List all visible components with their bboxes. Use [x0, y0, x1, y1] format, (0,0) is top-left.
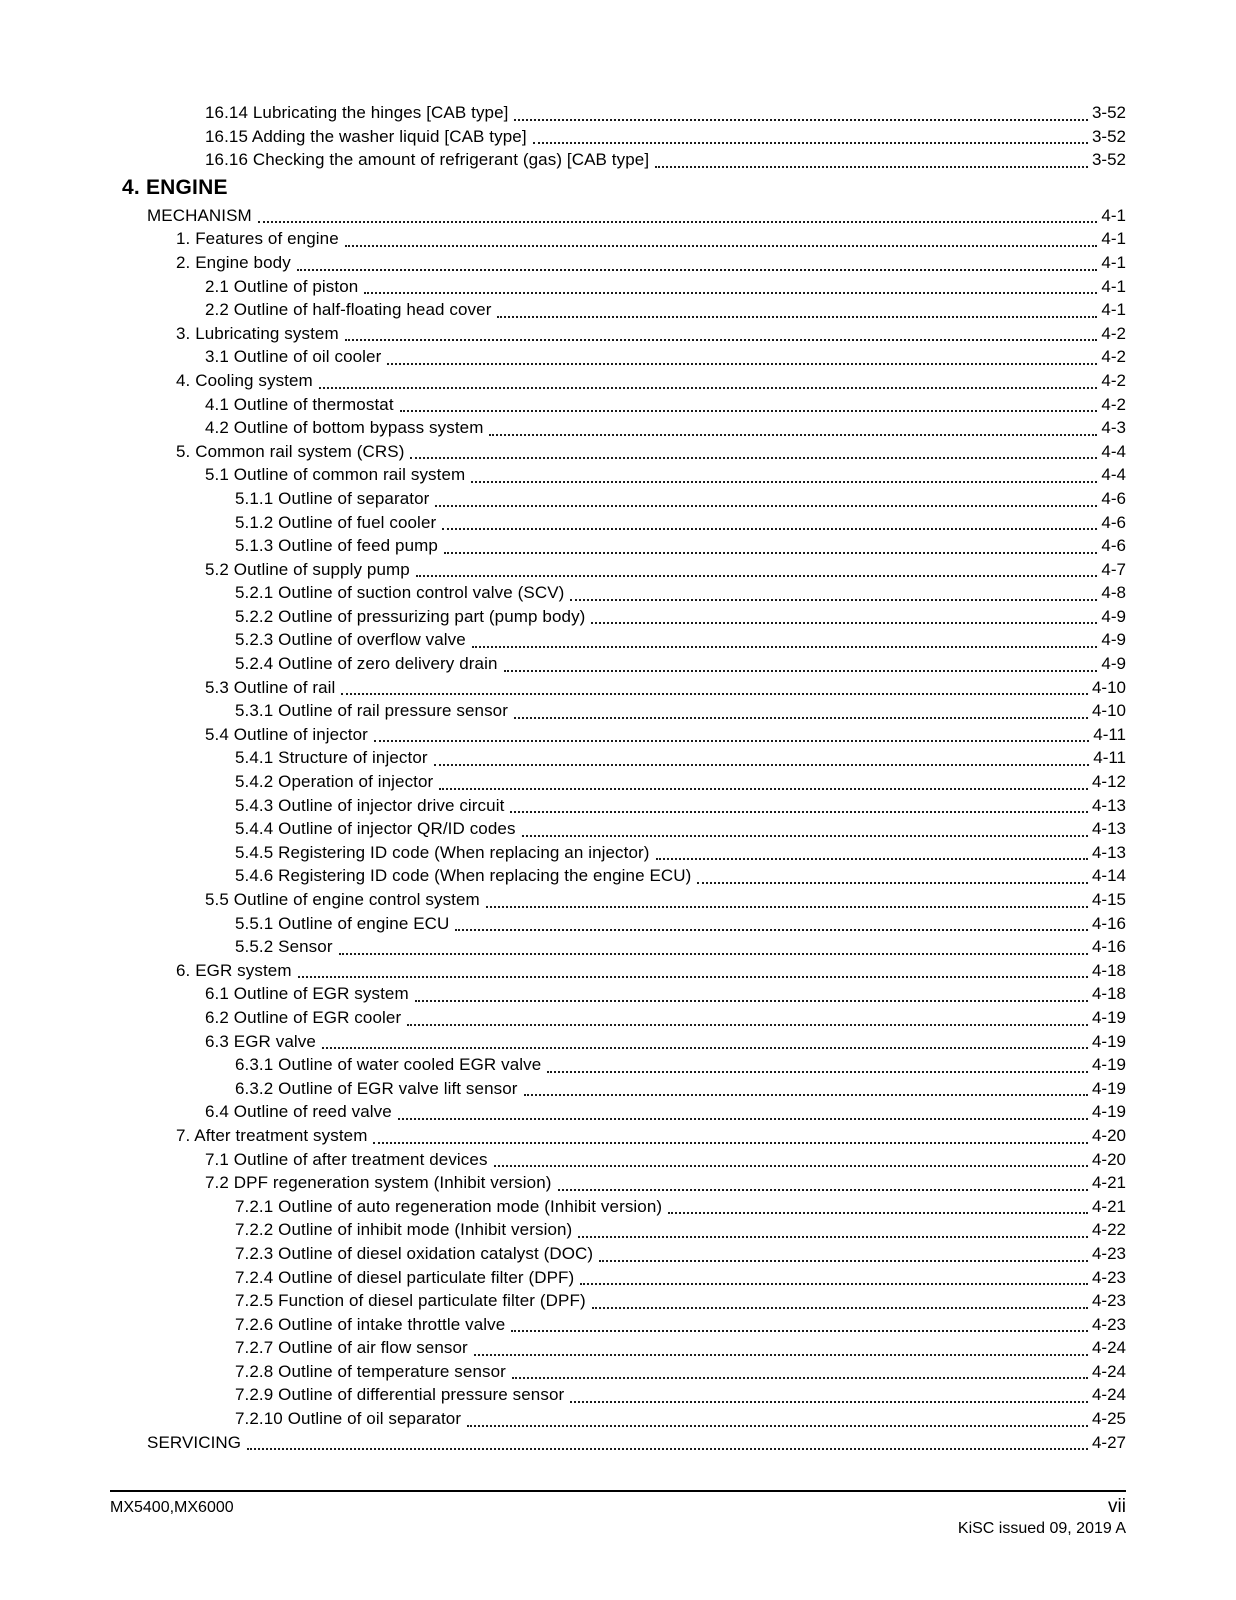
dot-leader [510, 811, 1088, 813]
dot-leader [489, 434, 1097, 436]
toc-entry-label: 5.2.4 Outline of zero delivery drain [235, 654, 498, 674]
toc-entry [113, 605, 1126, 629]
dot-leader [435, 505, 1097, 507]
dot-leader [668, 1212, 1088, 1214]
dot-leader [494, 1165, 1088, 1167]
toc-entry-page: 4-20 [1091, 1125, 1126, 1145]
page-footer [110, 1490, 1126, 1539]
toc-entry-label: 5.5.2 Sensor [235, 937, 333, 957]
toc-entry-label: 7.2.2 Outline of inhibit mode (Inhibit version) [235, 1220, 573, 1240]
toc-entry [113, 511, 1126, 535]
dot-leader [258, 221, 1098, 223]
toc-entry [113, 652, 1126, 676]
toc-entry-label: 5.3 Outline of rail [205, 677, 336, 697]
toc-entry [113, 1053, 1126, 1077]
toc-entry-page: 4-25 [1091, 1409, 1126, 1429]
dot-leader [374, 740, 1089, 742]
toc-entry-label: 5.4.5 Registering ID code (When replacing an injector) [235, 842, 650, 862]
toc-entry-page: 4-20 [1091, 1149, 1126, 1169]
dot-leader [570, 1401, 1088, 1403]
toc-entry-page: 4-15 [1091, 890, 1126, 909]
toc-entry [113, 1006, 1126, 1030]
toc-entry-page: 3-52 [1091, 103, 1126, 122]
toc-entry-page: 4-2 [1101, 323, 1126, 343]
toc-entry-page: 4-1 [1101, 205, 1126, 225]
dot-leader [434, 764, 1090, 766]
toc-entry [113, 1124, 1126, 1148]
toc-entry-label: 5.4 Outline of injector [205, 724, 368, 744]
toc-entry-label: 7.2.10 Outline of oil separator [235, 1409, 462, 1429]
toc-entry [113, 275, 1126, 299]
toc-entry [113, 699, 1126, 723]
dot-leader [439, 788, 1088, 790]
dot-leader [322, 1047, 1088, 1049]
toc-entry [113, 1218, 1126, 1242]
toc-entry-page: 4-19 [1091, 1078, 1126, 1098]
dot-leader [416, 575, 1098, 577]
dot-leader [398, 1118, 1088, 1120]
toc-entry [113, 1100, 1126, 1124]
dot-leader [407, 1024, 1088, 1026]
toc-entry-label: 6. EGR system [176, 960, 292, 980]
toc-entry-label: 3. Lubricating system [176, 323, 339, 343]
toc-entry [113, 794, 1126, 818]
toc-entry-label: 5.5.1 Outline of engine ECU [235, 913, 450, 933]
toc-entry-page: 4-2 [1101, 370, 1126, 390]
toc-entry-page: 4-14 [1091, 866, 1126, 886]
toc-list [113, 101, 1126, 1454]
dot-leader [656, 858, 1088, 860]
toc-entry-label: 4.2 Outline of bottom bypass system [205, 418, 484, 438]
toc-entry [113, 1431, 1126, 1455]
toc-entry-label: 6.4 Outline of reed valve [205, 1102, 392, 1122]
dot-leader [514, 119, 1087, 121]
toc-entry-page: 3-52 [1091, 150, 1126, 170]
dot-leader [512, 1377, 1088, 1379]
toc-entry-page: 4-1 [1101, 252, 1126, 272]
toc-entry-page: 4-9 [1101, 630, 1126, 650]
toc-entry-page: 4-24 [1091, 1385, 1126, 1405]
toc-entry-page: 4-22 [1091, 1220, 1126, 1240]
dot-leader [339, 953, 1088, 955]
toc-entry-label: 5.1.1 Outline of separator [235, 488, 430, 508]
dot-leader [558, 1189, 1088, 1191]
toc-entry-label: 7.2.8 Outline of temperature sensor [235, 1361, 506, 1381]
toc-entry-label: 5.2.1 Outline of suction control valve (SCV) [235, 583, 565, 603]
dot-leader [533, 142, 1088, 144]
toc-entry-page: 4-11 [1093, 724, 1126, 744]
toc-entry [113, 487, 1126, 511]
toc-entry-page: 4-1 [1101, 276, 1126, 296]
toc-entry-page: 4-13 [1091, 795, 1126, 815]
toc-entry-page: 4-8 [1101, 583, 1126, 603]
toc-entry [113, 1407, 1126, 1431]
toc-entry-label: 7.2.7 Outline of air flow sensor [235, 1338, 468, 1358]
toc-entry [113, 746, 1126, 770]
toc-entry [113, 841, 1126, 865]
toc-entry [113, 416, 1126, 440]
toc-entry-label: 16.14 Lubricating the hinges [CAB type] [205, 103, 509, 122]
toc-entry-label: 5.4.1 Structure of injector [235, 748, 428, 768]
toc-entry-label: 2.2 Outline of half-floating head cover [205, 300, 492, 320]
dot-leader [444, 552, 1097, 554]
toc-entry [113, 251, 1126, 275]
toc-entry [113, 935, 1126, 959]
toc-entry [113, 1030, 1126, 1054]
toc-entry-label: 5.4.2 Operation of injector [235, 772, 434, 792]
dot-leader [298, 976, 1088, 978]
dot-leader [578, 1236, 1088, 1238]
dot-leader [415, 1000, 1088, 1002]
dot-leader [570, 599, 1097, 601]
toc-entry [113, 125, 1126, 149]
toc-entry-label: 5.4.3 Outline of injector drive circuit [235, 795, 505, 815]
toc-entry-label: 5.4.4 Outline of injector QR/ID codes [235, 819, 516, 839]
toc-entry [113, 959, 1126, 983]
toc-entry-page: 4-23 [1091, 1243, 1126, 1263]
chapter-heading: 4. ENGINE [122, 175, 228, 199]
toc-entry [113, 982, 1126, 1006]
toc-entry [113, 1360, 1126, 1384]
toc-entry-page: 4-18 [1091, 984, 1126, 1004]
toc-entry [113, 1195, 1126, 1219]
dot-leader [580, 1283, 1088, 1285]
dot-leader [467, 1425, 1088, 1427]
toc-entry [113, 1266, 1126, 1290]
toc-entry-label: 5.2.2 Outline of pressurizing part (pump body) [235, 606, 586, 626]
toc-entry-page: 4-2 [1101, 394, 1126, 414]
toc-entry-label: 7.2.1 Outline of auto regeneration mode (Inhibit version) [235, 1196, 663, 1216]
dot-leader [486, 906, 1088, 908]
toc-entry [113, 322, 1126, 346]
toc-entry-page: 4-4 [1101, 441, 1126, 461]
toc-entry-page: 4-19 [1091, 1102, 1126, 1122]
toc-entry-label: 6.3.2 Outline of EGR valve lift sensor [235, 1078, 518, 1098]
toc-entry-page: 4-10 [1091, 701, 1126, 721]
toc-entry-label: 7.2.3 Outline of diesel oxidation catalyst (DOC) [235, 1243, 594, 1263]
toc-entry-label: 5.3.1 Outline of rail pressure sensor [235, 701, 509, 721]
toc-entry-page: 4-9 [1101, 606, 1126, 626]
toc-entry [113, 227, 1126, 251]
toc-entry-page: 4-13 [1091, 842, 1126, 862]
toc-entry [113, 1242, 1126, 1266]
toc-entry-label: 16.16 Checking the amount of refrigerant (gas) [CAB type] [205, 150, 650, 170]
toc-entry-page: 4-19 [1091, 1007, 1126, 1027]
toc-entry-label: 7. After treatment system [176, 1125, 368, 1145]
dot-leader [442, 528, 1097, 530]
toc-entry [113, 204, 1126, 228]
toc-entry [113, 864, 1126, 888]
toc-entry-label: MECHANISM [147, 205, 252, 225]
toc-entry-page: 4-18 [1091, 960, 1126, 980]
toc-entry-label: 3.1 Outline of oil cooler [205, 347, 382, 367]
dot-leader [697, 882, 1088, 884]
toc-entry [113, 1077, 1126, 1101]
toc-entry-label: 5.1.3 Outline of feed pump [235, 536, 438, 556]
dot-leader [400, 410, 1098, 412]
toc-entry-page: 4-9 [1101, 654, 1126, 674]
footer-model: MX5400,MX6000 [110, 1499, 234, 1516]
toc-entry-label: 6.3.1 Outline of water cooled EGR valve [235, 1055, 542, 1075]
dot-leader [247, 1448, 1088, 1450]
toc-entry [113, 770, 1126, 794]
toc-entry-page: 4-23 [1091, 1314, 1126, 1334]
toc-entry [113, 1171, 1126, 1195]
toc-entry-page: 4-21 [1091, 1196, 1126, 1216]
toc-entry [113, 1313, 1126, 1337]
toc-entry [113, 369, 1126, 393]
toc-entry [113, 534, 1126, 558]
dot-leader [547, 1071, 1088, 1073]
toc-entry [113, 393, 1126, 417]
toc-entry [113, 888, 1126, 912]
toc-entry-page: 4-27 [1091, 1432, 1126, 1452]
toc-entry-label: 7.1 Outline of after treatment devices [205, 1149, 488, 1169]
dot-leader [514, 717, 1088, 719]
toc-entry [113, 912, 1126, 936]
toc-entry [113, 148, 1126, 172]
toc-entry-label: SERVICING [147, 1432, 242, 1452]
dot-leader [345, 339, 1098, 341]
dot-leader [319, 387, 1098, 389]
toc-entry [113, 1148, 1126, 1172]
toc-entry-page: 4-10 [1091, 677, 1126, 697]
toc-entry-label: 5.1 Outline of common rail system [205, 465, 466, 485]
toc-entry-label: 4.1 Outline of thermostat [205, 394, 394, 414]
toc-entry-label: 6.2 Outline of EGR cooler [205, 1007, 402, 1027]
toc-entry [113, 723, 1126, 747]
toc-entry-label: 7.2.6 Outline of intake throttle valve [235, 1314, 506, 1334]
dot-leader [364, 292, 1097, 294]
toc-entry-label: 2.1 Outline of piston [205, 276, 359, 296]
toc-entry [113, 1336, 1126, 1360]
toc-entry-page: 4-11 [1093, 748, 1126, 768]
toc-entry-label: 5.2.3 Outline of overflow valve [235, 630, 466, 650]
toc-entry [113, 581, 1126, 605]
toc-entry-page: 4-12 [1091, 772, 1126, 792]
dot-leader [471, 481, 1097, 483]
toc-entry [113, 345, 1126, 369]
toc-entry [113, 463, 1126, 487]
toc-entry [113, 1289, 1126, 1313]
dot-leader [497, 316, 1097, 318]
toc-entry-page: 4-3 [1101, 418, 1126, 438]
toc-entry-page: 4-16 [1091, 937, 1126, 957]
toc-entry-label: 6.1 Outline of EGR system [205, 984, 409, 1004]
toc-entry [113, 440, 1126, 464]
dot-leader [655, 166, 1088, 168]
toc-entry-label: 5. Common rail system (CRS) [176, 441, 405, 461]
toc-entry-page: 4-24 [1091, 1361, 1126, 1381]
toc-entry-label: 7.2 DPF regeneration system (Inhibit version) [205, 1173, 552, 1193]
dot-leader [297, 269, 1098, 271]
toc-entry-label: 7.2.4 Outline of diesel particulate filter (DPF) [235, 1267, 575, 1287]
toc-entry-page: 4-6 [1101, 512, 1126, 532]
toc-entry-page: 4-13 [1091, 819, 1126, 839]
dot-leader [472, 646, 1098, 648]
toc-entry-label: 7.2.5 Function of diesel particulate filter (DPF) [235, 1291, 586, 1311]
toc-entry [113, 298, 1126, 322]
dot-leader [591, 622, 1097, 624]
toc-entry-page: 4-16 [1091, 913, 1126, 933]
dot-leader [345, 245, 1098, 247]
dot-leader [410, 457, 1097, 459]
toc-entry-label: 5.5 Outline of engine control system [205, 890, 480, 909]
toc-entry-label: 16.15 Adding the washer liquid [CAB type] [205, 126, 527, 146]
dot-leader [522, 835, 1088, 837]
toc-entry [113, 1383, 1126, 1407]
toc-entry-page: 4-7 [1101, 559, 1126, 579]
footer-page-number: vii [1108, 1496, 1126, 1517]
toc-entry-page: 4-1 [1101, 300, 1126, 320]
toc-entry-label: 5.1.2 Outline of fuel cooler [235, 512, 437, 532]
footer-issue: KiSC issued 09, 2019 A [957, 1520, 1126, 1537]
toc-entry-page: 4-23 [1091, 1267, 1126, 1287]
toc-entry-page: 4-6 [1101, 536, 1126, 556]
toc-entry-page: 4-1 [1101, 229, 1126, 249]
toc-entry-label: 7.2.9 Outline of differential pressure sensor [235, 1385, 565, 1405]
dot-leader [592, 1307, 1088, 1309]
dot-leader [373, 1142, 1088, 1144]
dot-leader [341, 693, 1088, 695]
toc-entry-label: 2. Engine body [176, 252, 291, 272]
toc-entry [113, 558, 1126, 582]
toc-entry-page: 4-2 [1101, 347, 1126, 367]
dot-leader [504, 670, 1098, 672]
toc-entry-page: 4-24 [1091, 1338, 1126, 1358]
toc-entry-page: 3-52 [1091, 126, 1126, 146]
toc-entry-label: 6.3 EGR valve [205, 1031, 316, 1051]
toc-entry [113, 676, 1126, 700]
dot-leader [524, 1094, 1088, 1096]
toc-entry-page: 4-6 [1101, 488, 1126, 508]
dot-leader [599, 1260, 1088, 1262]
toc-entry [113, 817, 1126, 841]
toc-entry [113, 628, 1126, 652]
toc-entry-page: 4-21 [1091, 1173, 1126, 1193]
dot-leader [474, 1354, 1088, 1356]
toc-entry-page: 4-19 [1091, 1055, 1126, 1075]
toc-entry-page: 4-23 [1091, 1291, 1126, 1311]
toc-entry-label: 5.4.6 Registering ID code (When replacing the engine ECU) [235, 866, 692, 886]
toc-entry-label: 5.2 Outline of supply pump [205, 559, 410, 579]
toc-entry-label: 4. Cooling system [176, 370, 313, 390]
toc-entry [113, 101, 1126, 125]
toc-entry-page: 4-19 [1091, 1031, 1126, 1051]
toc-entry-label: 1. Features of engine [176, 229, 339, 249]
toc-entry-page: 4-4 [1101, 465, 1126, 485]
dot-leader [387, 363, 1097, 365]
dot-leader [511, 1330, 1088, 1332]
dot-leader [455, 929, 1088, 931]
